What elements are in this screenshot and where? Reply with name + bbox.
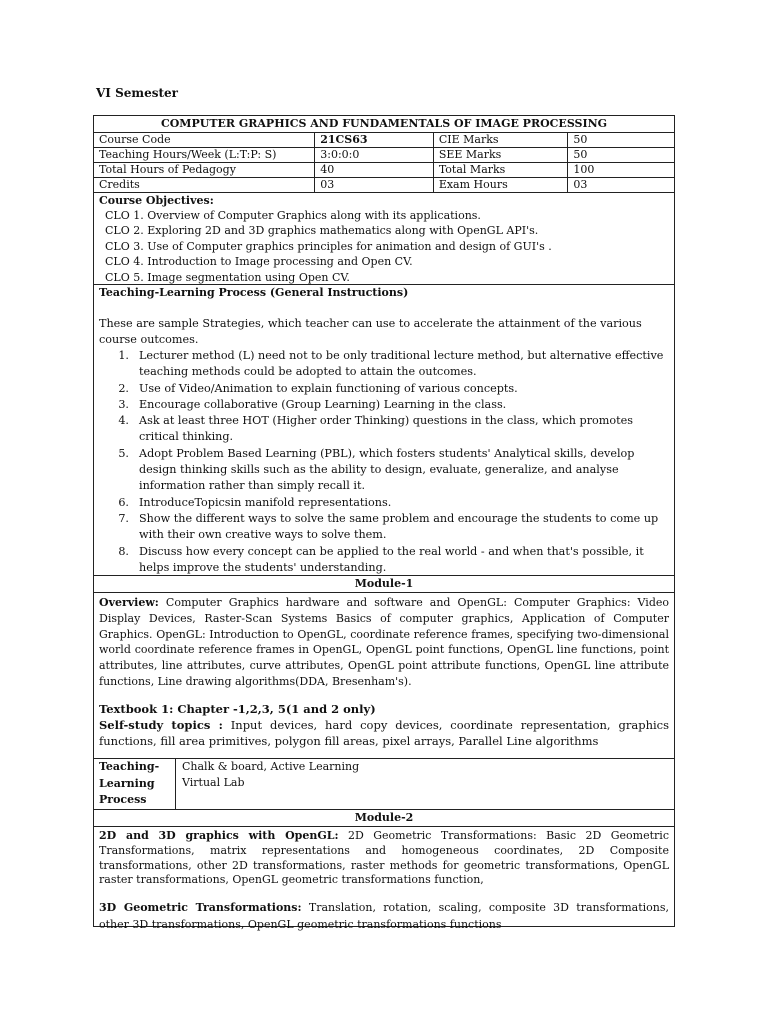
clo-item: CLO 2. Exploring 2D and 3D graphics mathematics along with OpenGL API's. [105, 224, 539, 238]
info-key: SEE Marks [433, 148, 568, 162]
list-item [99, 495, 669, 511]
info-value: 40 [314, 163, 433, 177]
list-text: Lecturer method (L) need not to be only traditional lecture method, but alternative effective teaching methods could be adopted to attain the outcomes. [139, 349, 664, 379]
info-key: Teaching Hours/Week (L:T:P: S) [99, 148, 277, 161]
list-number: 8. [118, 544, 129, 558]
info-key: Exam Hours [433, 178, 568, 192]
tlp-method: Chalk & board, Active Learning [182, 760, 360, 773]
info-row-total-hours [94, 162, 674, 177]
paragraph-text: 2D Geometric Transformations: Basic 2D Geometric Transformations, matrix representations and homogeneous coordinates, 2D Composite transformations, other 2D transformations, raster methods for geometric transformations, OpenGL raster transformations, OpenGL geometric transformations function, [99, 829, 669, 887]
list-item [99, 544, 669, 577]
paragraph-label: 2D and 3D graphics with OpenGL: [99, 829, 339, 842]
list-number: 6. [118, 495, 129, 509]
list-number: 2. [118, 381, 129, 395]
info-key: Total Marks [433, 163, 568, 177]
module-2-heading: Module-2 [94, 809, 674, 826]
self-study-text: Input devices, hard copy devices, coordinate representation, graphics functions, fill area primitives, polygon fill areas, pixel arrays, Parallel Line algorithms [99, 717, 669, 748]
list-item [99, 446, 669, 495]
list-text: Adopt Problem Based Learning (PBL), which fosters students' Analytical skills, develop design thinking skills such as the ability to design, evaluate, generalize, and analyse information rather than simply recall it. [139, 446, 635, 493]
module-2-paragraph-1 [99, 829, 669, 888]
info-key: CIE Marks [433, 133, 568, 147]
info-row-credits [94, 177, 674, 192]
list-text: Encourage collaborative (Group Learning) Learning in the class. [139, 397, 507, 411]
module-1-teaching-process [94, 758, 674, 809]
list-number: 5. [118, 446, 129, 460]
self-study-topics [99, 717, 669, 749]
list-number: 4. [118, 414, 129, 428]
paragraph-text: Translation, rotation, scaling, composite 3D transformations, other 3D transformations, OpenGL geometric transformations functions [99, 901, 669, 932]
list-item [99, 381, 669, 397]
syllabus-table [93, 115, 675, 932]
tl-strategy-list [99, 348, 669, 576]
module-2-paragraph-2 [99, 899, 669, 933]
list-text: Ask at least three HOT (Higher order Thinking) questions in the class, which promotes critical thinking. [139, 414, 633, 444]
overview-text: Computer Graphics hardware and software and OpenGL: Computer Graphics: Video Display Devices, Raster-Scan Systems Basics of computer graphics, Application of Computer Graphics. OpenGL: Introduction to OpenGL, coordinate reference frames, specifying two-dimensional world coordinate reference frames in OpenGL, OpenGL point functions, OpenGL line functions, point attributes, line attributes, curve attributes, OpenGL point attribute functions, OpenGL line attribute functions, Line drawing algorithms(DDA, Bresenham's). [99, 596, 669, 688]
module-1-references [99, 701, 669, 749]
tlp-method: Virtual Lab [182, 776, 245, 789]
paragraph-label: 3D Geometric Transformations: [99, 901, 302, 915]
tlp-methods [176, 759, 365, 809]
list-text: Use of Video/Animation to explain functioning of various concepts. [139, 381, 518, 395]
info-value: 100 [567, 163, 674, 177]
list-text: IntroduceTopicsin manifold representations. [139, 495, 392, 509]
list-number: 7. [118, 511, 129, 525]
objectives-heading: Course Objectives: [99, 194, 214, 207]
clo-item: CLO 5. Image segmentation using Open CV. [105, 270, 350, 284]
tl-intro: These are sample Strategies, which teacher can use to accelerate the attainment of the various course outcomes. [99, 317, 642, 346]
clo-item: CLO 4. Introduction to Image processing and Open CV. [105, 255, 413, 269]
clo-item: CLO 3. Use of Computer graphics principles for animation and design of GUI's . [105, 239, 552, 253]
tl-heading: Teaching-Learning Process (General Instructions) [99, 286, 409, 299]
info-row-course-code [94, 132, 674, 147]
info-value: 3:0:0:0 [314, 148, 433, 162]
list-item [99, 348, 669, 381]
module-1-overview [99, 595, 669, 690]
list-item [99, 397, 669, 413]
module-1-heading: Module-1 [94, 575, 674, 592]
info-value: 03 [567, 178, 674, 192]
list-item [99, 413, 669, 446]
clo-item: CLO 1. Overview of Computer Graphics along with its applications. [105, 209, 481, 222]
list-number: 3. [118, 397, 129, 411]
info-row-teaching-hours [94, 147, 674, 162]
info-value: 50 [567, 133, 674, 147]
module-2-content [94, 826, 674, 932]
course-title: COMPUTER GRAPHICS AND FUNDAMENTALS OF IMAGE PROCESSING [160, 117, 608, 130]
info-value: 21CS63 [314, 133, 433, 147]
info-key: Total Hours of Pedagogy [99, 163, 236, 176]
info-value: 03 [314, 178, 433, 192]
overview-label: Overview: [99, 596, 159, 609]
teaching-learning-process [94, 284, 674, 575]
list-text: Discuss how every concept can be applied to the real world - and when that's possible, it helps improve the students' understanding. [139, 544, 644, 574]
textbook-reference: Textbook 1: Chapter -1,2,3, 5(1 and 2 only) [99, 701, 376, 716]
self-study-label: Self-study topics : [99, 717, 223, 732]
info-key: Credits [99, 178, 140, 191]
list-text: Show the different ways to solve the same problem and encourage the students to come up with their own creative ways to solve them. [139, 511, 659, 542]
course-objectives [94, 192, 674, 284]
info-key: Course Code [99, 133, 171, 146]
tlp-label: Teaching-Learning Process [94, 759, 176, 809]
list-item [99, 511, 669, 544]
module-1-content [94, 592, 674, 758]
list-number: 1. [118, 349, 129, 362]
info-value: 50 [567, 148, 674, 162]
semester-label: VI Semester [96, 86, 178, 100]
